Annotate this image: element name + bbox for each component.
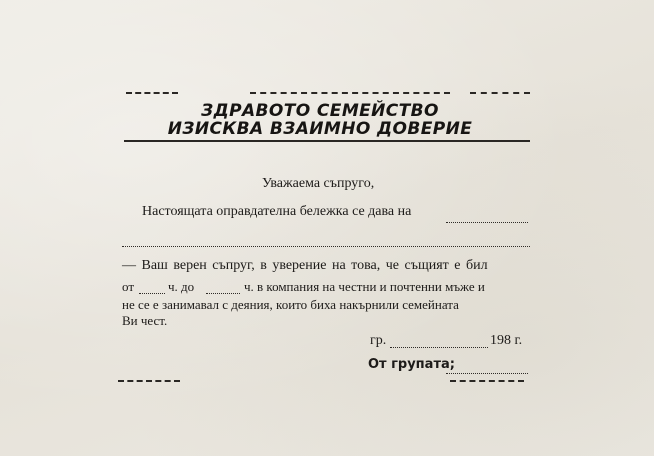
top-rule-mid <box>250 92 450 94</box>
bottom-rule-left <box>118 380 180 382</box>
recipient-name-blank <box>446 222 528 223</box>
paragraph-line-2: ч. в компания на честни и почтенни мъже и <box>244 279 485 294</box>
paragraph-line-1: — Ваш верен съпруг, в уверение на това, че същият е бил <box>122 258 488 273</box>
header-underline <box>124 140 530 142</box>
group-label: От групата; <box>368 357 455 372</box>
bottom-rule-right <box>450 380 524 382</box>
top-rule-left <box>126 92 178 94</box>
header-line-2: ИЗИСКВА ВЗАИМНО ДОВЕРИЕ <box>167 119 473 139</box>
hour-from-blank <box>139 293 165 294</box>
intro-text: Настоящата оправдателна бележка се дава на <box>142 204 412 219</box>
salutation: Уважаема съпруго, <box>262 176 375 191</box>
city-blank <box>390 347 488 348</box>
paragraph-line-4: Ви чест. <box>122 313 168 328</box>
recipient-name-blank-2 <box>122 246 530 247</box>
hour-to-blank <box>206 293 240 294</box>
city-label: гр. <box>370 333 387 348</box>
hours-to-label: ч. до <box>168 279 195 294</box>
paragraph-line-3: не се е занимавал с деяния, които биха накърнили семейната <box>122 297 459 312</box>
year-label: 198 г. <box>490 333 523 348</box>
from-label: от <box>122 279 135 294</box>
top-rule-right <box>470 92 530 94</box>
header-line-1: ЗДРАВОТО СЕМЕЙСТВО <box>201 101 439 121</box>
group-signature-blank <box>446 373 528 374</box>
